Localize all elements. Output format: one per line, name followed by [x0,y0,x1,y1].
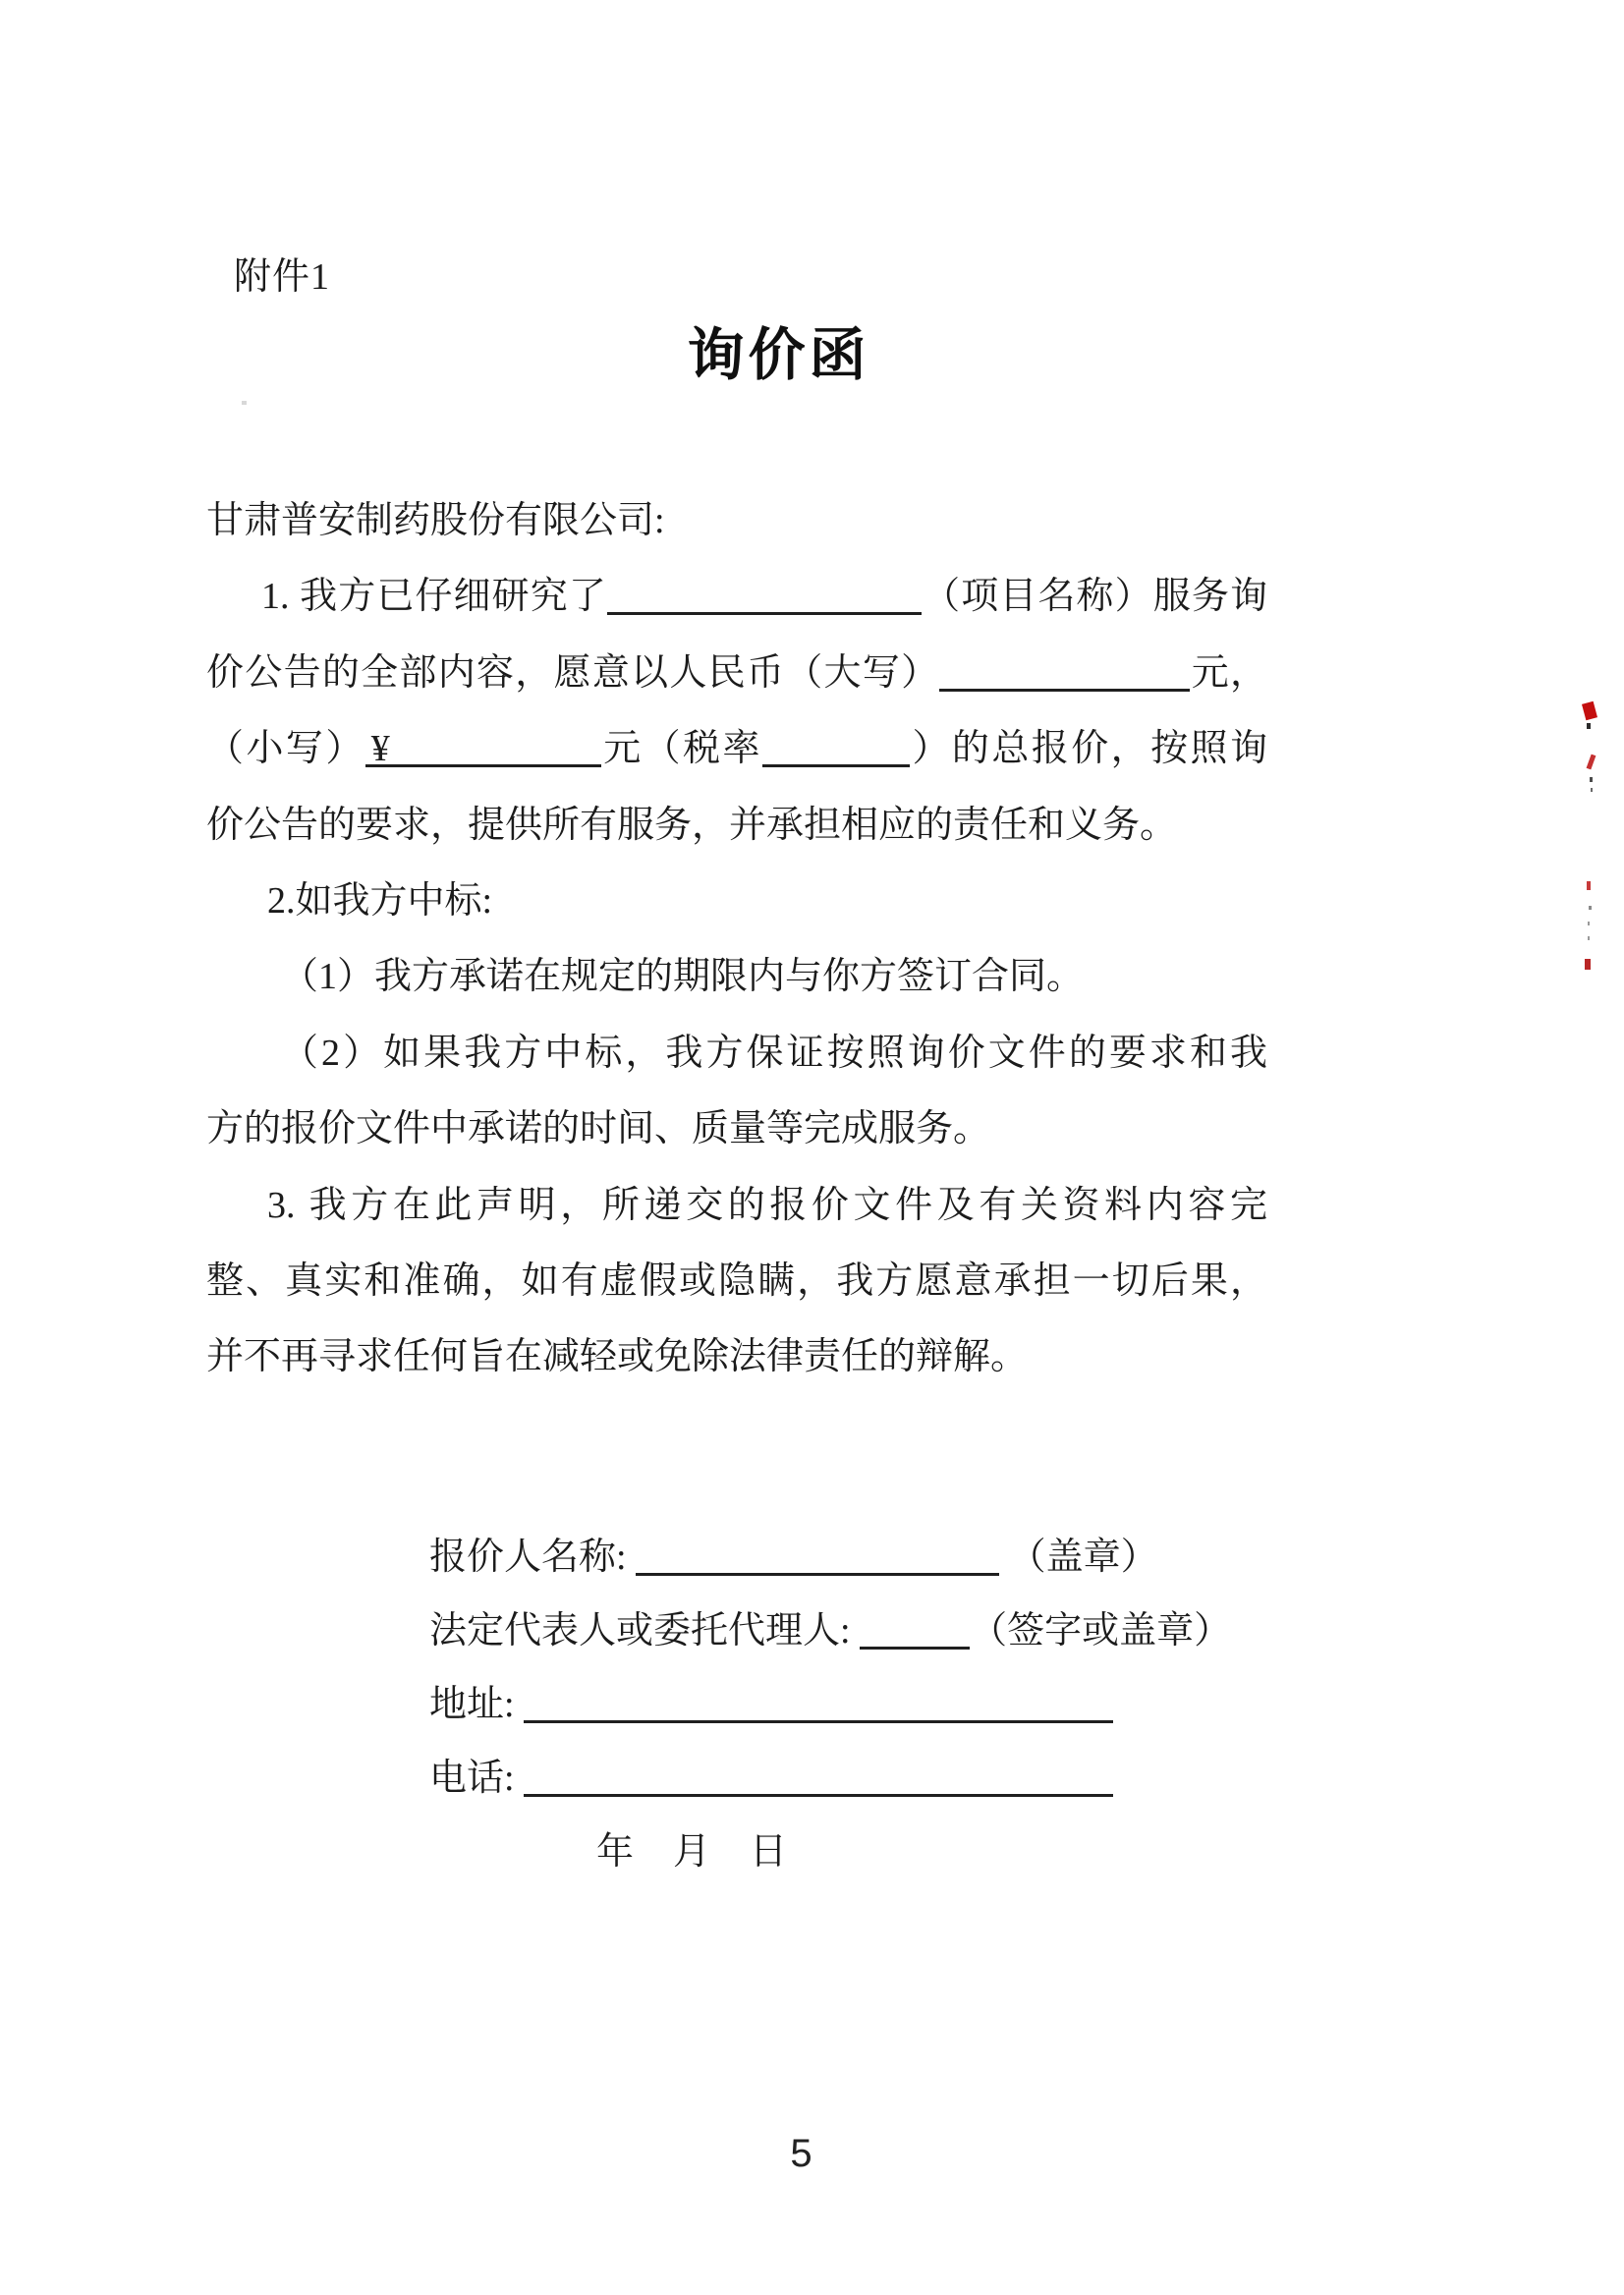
attachment-label: 附件1 [234,256,331,298]
signature-block [429,1521,1314,1889]
text-line [206,1319,1267,1395]
text-line [429,1668,1314,1742]
letter-body [206,483,1267,1396]
text-segment: （1）我方承诺在规定的期限内与你方签订合同。 [281,956,1085,998]
fill-in-blank [860,1615,970,1650]
fill-in-blank [524,1689,1113,1723]
text-segment: （签字或盖章） [970,1610,1232,1651]
text-segment: 法定代表人或委托代理人: [429,1610,861,1651]
page-number: 5 [790,2132,812,2175]
scan-artifact [1585,959,1591,970]
scan-artifact [1589,906,1592,910]
scan-artifact [242,401,247,405]
scan-artifact [1582,701,1597,721]
text-segment: 元， [1190,651,1267,694]
text-line [429,1521,1314,1595]
page-title: 询价函 [687,323,870,387]
fill-in-blank [365,728,601,770]
scan-artifact [1588,936,1590,940]
text-segment: 价公告的全部内容，愿意以人民币（大写） [206,651,940,694]
text-line [206,483,1267,559]
fill-in-blank [607,581,922,615]
text-line [206,636,1267,711]
fill-in-blank [636,1541,999,1576]
text-line [206,939,1267,1015]
text-segment: （小写） [206,728,365,770]
text-segment: （盖章） [999,1537,1158,1578]
fill-in-blank [939,656,1190,691]
text-segment: 地址: [429,1684,525,1725]
text-segment: 电话: [429,1758,525,1799]
text-segment: 甘肃普安制药股份有限公司: [206,500,665,541]
text-line [206,559,1267,635]
scan-artifact [1587,755,1596,770]
date-part: 年 [596,1831,635,1873]
text-line [206,1244,1267,1319]
text-segment: ）的总报价，按照询 [910,728,1267,770]
scan-artifact [1591,788,1593,792]
signature-lines [429,1521,1314,1816]
date-part: 日 [750,1831,788,1873]
scan-artifact [1587,881,1591,890]
scan-artifact [1588,922,1590,925]
text-line [429,1595,1314,1668]
text-segment: 3. 我方在此声明，所递交的报价文件及有关资料内容完 [267,1184,1267,1226]
text-line [206,864,1267,939]
fill-in-blank [524,1763,1113,1797]
text-segment: （2）如果我方中标，我方保证按照询价文件的要求和我 [281,1032,1267,1074]
text-segment: 元（税率 [600,728,762,770]
text-line [206,788,1267,864]
text-line [429,1742,1314,1816]
currency-symbol: ¥ [370,728,390,770]
text-line [206,711,1267,787]
text-line [206,1016,1267,1092]
text-segment: 并不再寻求任何旨在减轻或免除法律责任的辩解。 [206,1336,1029,1378]
date-part: 月 [673,1831,711,1873]
fill-in-blank [762,733,910,767]
text-line [206,1092,1267,1167]
text-segment: 2.如我方中标: [267,879,493,922]
text-segment: 方的报价文件中承诺的时间、质量等完成服务。 [206,1108,991,1150]
scan-artifact [1590,777,1593,782]
text-line [206,1168,1267,1244]
text-segment: 整、真实和准确，如有虚假或隐瞒，我方愿意承担一切后果， [206,1259,1267,1302]
text-segment: 价公告的要求，提供所有服务，并承担相应的责任和义务。 [206,804,1178,846]
text-segment: 报价人名称: [429,1537,637,1578]
text-segment: 1. 我方已仔细研究了 [261,576,607,618]
scan-artifact [1587,723,1591,729]
text-segment: （项目名称）服务询 [922,576,1267,618]
date-line [429,1816,1314,1889]
